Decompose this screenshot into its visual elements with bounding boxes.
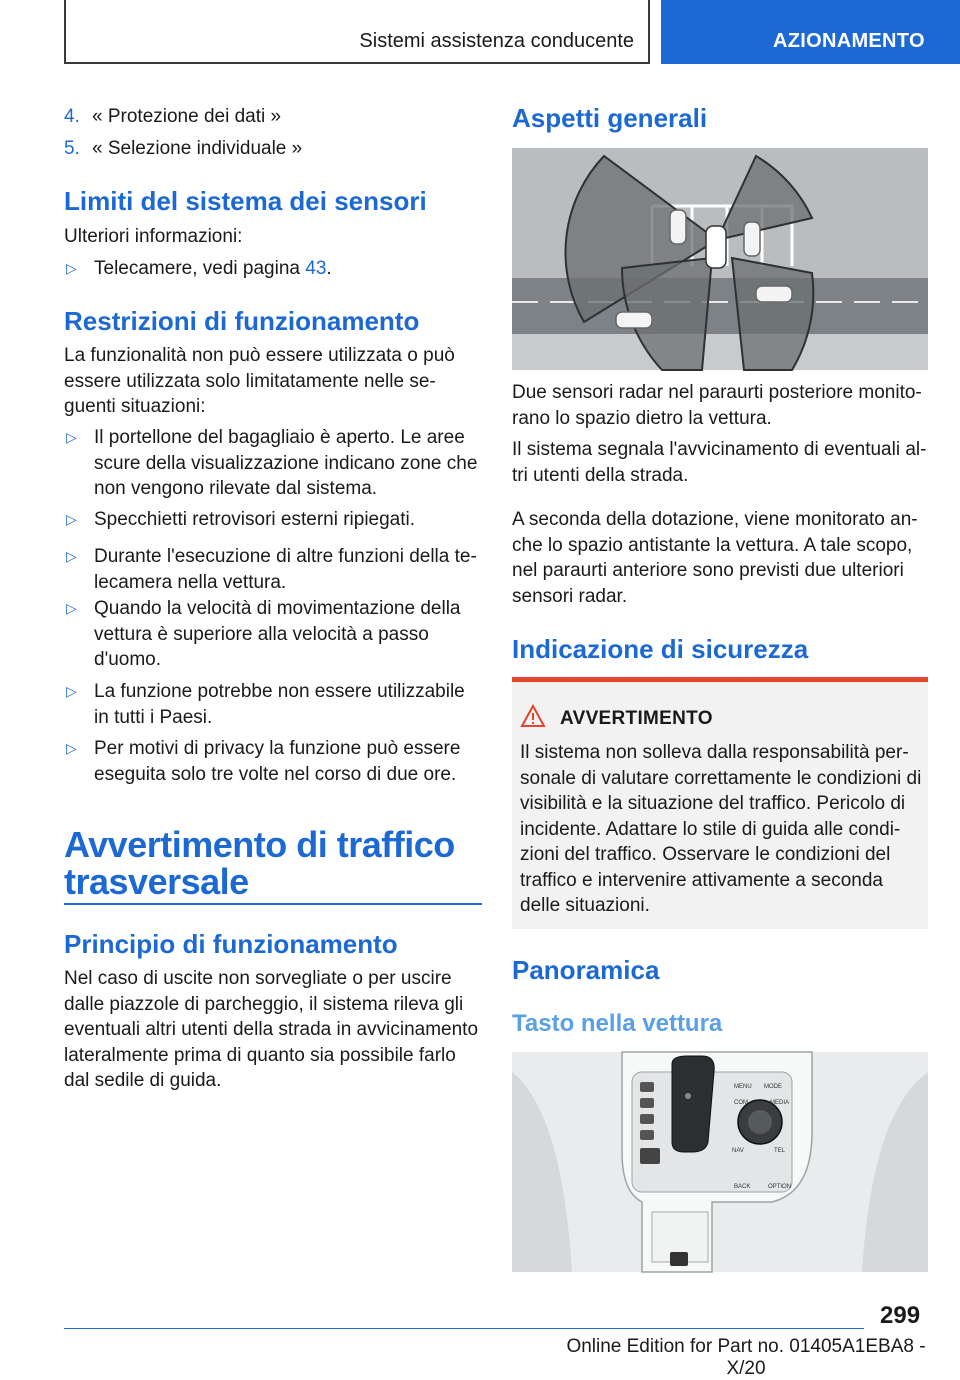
console-label: COM xyxy=(734,1100,748,1106)
list-number: 5. xyxy=(64,138,80,159)
text-line: non vengono rilevate dal sistema. xyxy=(94,478,378,499)
text-line: lecamera nella vettura. xyxy=(94,571,287,593)
header-chapter-title: AZIONAMENTO xyxy=(773,30,925,52)
text-line: Durante l'esecuzione di altre funzioni della te- xyxy=(94,546,477,567)
text-line: La funzione potrebbe non essere utilizzabile xyxy=(94,681,465,702)
footer-rule xyxy=(64,1328,864,1329)
text-line: Nel caso di uscite non sorvegliate o per uscire xyxy=(64,968,452,989)
main-heading-line: Avvertimento di traffico xyxy=(64,824,455,865)
text-line: in tutti i Paesi. xyxy=(94,706,213,728)
tasto-heading: Tasto nella vettura xyxy=(512,1010,723,1037)
warning-box xyxy=(512,677,928,929)
text-line: che lo spazio antistante la vettura. A tale scopo, xyxy=(512,534,913,556)
console-label: NAV xyxy=(732,1148,744,1154)
text-line: d'uomo. xyxy=(94,649,162,670)
bullet-triangle-icon: ▷ xyxy=(66,429,77,445)
text-line: delle situazioni. xyxy=(520,895,650,916)
page-link[interactable]: 43 xyxy=(305,258,327,279)
warning-text xyxy=(520,740,924,919)
warning-triangle-icon xyxy=(520,704,546,728)
text-line: sensori radar. xyxy=(512,585,628,607)
text-line: sonale di valutare correttamente le condizioni di xyxy=(520,767,922,789)
restriction-bullet xyxy=(64,596,482,673)
text-line: Due sensori radar nel paraurti posteriore monito- xyxy=(512,382,922,403)
bullet-triangle-icon: ▷ xyxy=(66,600,77,616)
restrizioni-paragraph xyxy=(64,343,482,420)
list-item xyxy=(64,136,302,161)
text-line: guenti situazioni: xyxy=(64,396,206,417)
text-line: dal sedile di guida. xyxy=(64,1070,222,1091)
panoramica-heading: Panoramica xyxy=(512,955,660,985)
limiti-bullet xyxy=(64,256,482,282)
text-line: traffico e intervenire attivamente a seconda xyxy=(520,869,883,891)
text-line: rano lo spazio dietro la vettura. xyxy=(512,407,772,429)
text-line: Quando la velocità di movimentazione della xyxy=(94,598,461,619)
text-line: essere utilizzata solo limitatamente nelle se- xyxy=(64,370,436,392)
limiti-intro: Ulteriori informazioni: xyxy=(64,226,243,247)
text-line: A seconda della dotazione, viene monitorato an- xyxy=(512,509,918,530)
console-label: TEL xyxy=(774,1148,786,1154)
principio-paragraph xyxy=(64,966,482,1094)
main-heading xyxy=(64,826,455,900)
list-number: 4. xyxy=(64,106,80,127)
restriction-bullet xyxy=(64,679,482,730)
text-line: Per motivi di privacy la funzione può essere xyxy=(94,738,461,759)
bullet-triangle-icon: ▷ xyxy=(66,683,77,699)
console-label: MEDIA xyxy=(770,1100,790,1106)
heading-rule xyxy=(64,903,482,905)
aspetti-paragraph-1 xyxy=(512,380,928,431)
footer-edition: Online Edition for Part no. 01405A1EBA8 - X/20 xyxy=(566,1336,926,1379)
page-number: 299 xyxy=(880,1302,921,1329)
list-text: « Protezione dei dati » xyxy=(92,106,282,127)
sicurezza-heading: Indicazione di sicurezza xyxy=(512,634,809,664)
text-line: Specchietti retrovisori esterni ripiegati. xyxy=(94,509,416,530)
console-label: OPTION xyxy=(768,1184,792,1190)
bullet-end: . xyxy=(326,258,332,279)
restriction-bullet xyxy=(64,507,482,533)
bullet-triangle-icon: ▷ xyxy=(66,740,77,756)
text-line: nel paraurti anteriore sono previsti due ulteriori xyxy=(512,560,904,581)
bullet-triangle-icon: ▷ xyxy=(66,548,77,564)
restrizioni-heading: Restrizioni di funzionamento xyxy=(64,306,420,336)
warning-title: AVVERTIMENTO xyxy=(560,708,713,729)
limiti-heading: Limiti del sistema dei sensori xyxy=(64,186,427,216)
header-section-title: Sistemi assistenza conducente xyxy=(359,30,634,52)
center-console-illustration xyxy=(512,1052,928,1272)
console-label: BACK xyxy=(734,1184,751,1190)
header-section-box xyxy=(64,0,650,64)
text-line: tri utenti della strada. xyxy=(512,464,689,486)
text-line: dalle piazzole di parcheggio, il sistema rileva gli xyxy=(64,993,464,1015)
console-label: MENU xyxy=(734,1084,752,1090)
text-line: eventuali altri utenti della strada in avvicinamento xyxy=(64,1019,479,1040)
restriction-bullet xyxy=(64,736,482,787)
text-line: Il sistema segnala l'avvicinamento di eventuali al- xyxy=(512,439,927,460)
principio-heading: Principio di funzionamento xyxy=(64,929,398,959)
text-line: zioni del traffico. Osservare le condizioni del xyxy=(520,844,891,865)
list-item xyxy=(64,104,281,129)
bullet-triangle-icon: ▷ xyxy=(66,511,77,527)
main-heading-line: trasversale xyxy=(64,861,249,902)
console-label: MODE xyxy=(764,1084,782,1090)
aspetti-heading: Aspetti generali xyxy=(512,103,708,133)
radar-illustration xyxy=(512,148,928,370)
aspetti-paragraph-2 xyxy=(512,437,928,488)
text-line: lateralmente prima di quanto sia possibile farlo xyxy=(64,1044,456,1066)
text-line: visibilità e la situazione del traffico. Pericolo di xyxy=(520,793,906,814)
bullet-triangle-icon: ▷ xyxy=(66,260,77,276)
aspetti-paragraph-3 xyxy=(512,507,928,609)
bullet-text: Telecamere, vedi pagina xyxy=(94,258,306,279)
list-text: « Selezione individuale » xyxy=(92,138,303,159)
text-line: vettura è superiore alla velocità a passo xyxy=(94,623,429,645)
restriction-bullet xyxy=(64,544,482,595)
text-line: Il portellone del bagagliaio è aperto. Le aree xyxy=(94,427,465,448)
header-chapter-box[interactable] xyxy=(661,0,960,64)
text-line: Il sistema non solleva dalla responsabilità per- xyxy=(520,742,909,763)
text-line: incidente. Adattare lo stile di guida alle condi- xyxy=(520,818,901,840)
text-line: La funzionalità non può essere utilizzata o può xyxy=(64,345,455,366)
text-line: scure della visualizzazione indicano zone che xyxy=(94,452,478,474)
text-line: eseguita solo tre volte nel corso di due ore. xyxy=(94,763,457,785)
restriction-bullet xyxy=(64,425,482,502)
